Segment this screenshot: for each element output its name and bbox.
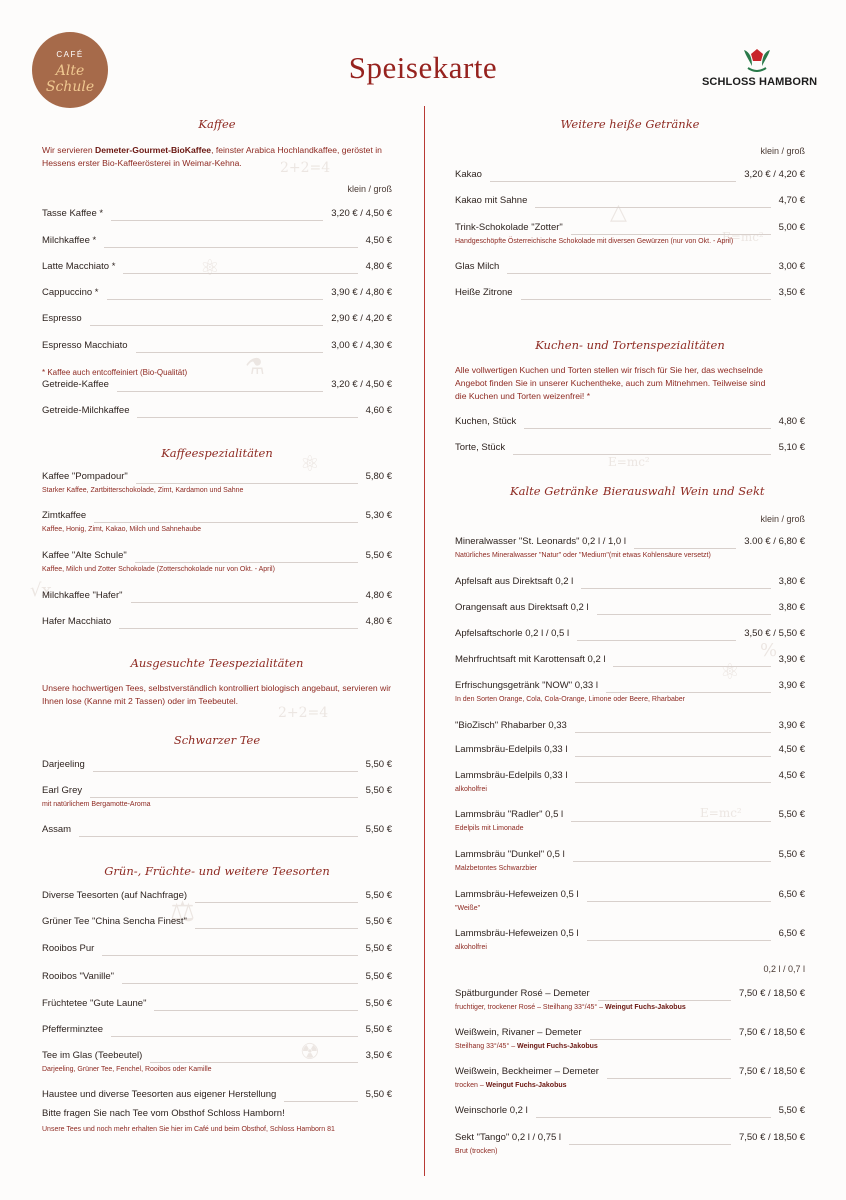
doodle-formula: ☢ [300, 1040, 320, 1065]
item-name: Zimtkaffee [42, 510, 87, 521]
leader-line [634, 548, 736, 549]
obsthof-note-small: Unsere Tees und noch mehr erhalten Sie hier im Café und beim Obsthof, Schloss Hamborn 81 [42, 1126, 335, 1133]
item-price: 4,60 € [365, 405, 392, 416]
item-description: Handgeschöpfte Österreichische Schokolade mit diversen Gewürzen (nur von Okt. - April) [455, 238, 734, 245]
leader-line [571, 234, 771, 235]
item-price: 5,50 € [365, 1024, 392, 1035]
item-price: 5,50 € [365, 759, 392, 770]
item-name: Cappuccino * [42, 287, 99, 298]
leader-line [107, 299, 323, 300]
item-name: Getreide-Kaffee [42, 379, 109, 390]
item-price: 3,00 € / 4,30 € [331, 340, 392, 351]
section-title-schwarzer-tee: Schwarzer Tee [173, 733, 261, 747]
item-price: 5,30 € [365, 510, 392, 521]
item-name: Lammsbräu-Hefeweizen 0,5 l [455, 889, 579, 900]
doodle-formula: ⚖ [170, 895, 196, 928]
leader-line [590, 1039, 731, 1040]
item-price: 4,80 € [365, 616, 392, 627]
item-name: Erfrischungsgetränk "NOW" 0,33 l [455, 680, 598, 691]
menu-item-row [42, 616, 392, 630]
item-name: Earl Grey [42, 785, 83, 796]
doodle-formula: 2+2=4 [280, 160, 331, 176]
item-description: Edelpils mit Limonade [455, 825, 524, 832]
menu-item-row [455, 1132, 805, 1155]
menu-item-row [42, 943, 392, 957]
section-title-kaffee: Kaffee [198, 117, 236, 131]
item-name: Pfefferminztee [42, 1024, 104, 1035]
item-price: 5,50 € [365, 1089, 392, 1100]
menu-item-row [455, 988, 805, 1011]
doodle-formula: √x [30, 580, 52, 601]
item-price: 3,50 € / 5,50 € [744, 628, 805, 639]
item-price: 4,80 € [778, 416, 805, 427]
leader-line [90, 797, 358, 798]
item-price: 3,90 € [778, 654, 805, 665]
item-name: Torte, Stück [455, 442, 506, 453]
item-price: 4,80 € [365, 590, 392, 601]
menu-item-row [42, 998, 392, 1012]
item-name: Darjeeling [42, 759, 85, 770]
item-description: Brut (trocken) [455, 1148, 498, 1155]
menu-item-row [455, 536, 805, 559]
leader-line [521, 299, 771, 300]
doodle-formula: 2+2=4 [278, 705, 329, 721]
leader-line [587, 901, 771, 902]
leader-line [587, 940, 771, 941]
leader-line [577, 640, 736, 641]
leader-line [131, 602, 358, 603]
item-price: 3,00 € [778, 261, 805, 272]
leader-line [575, 756, 771, 757]
menu-item-row [42, 208, 392, 222]
item-name: Getreide-Milchkaffee [42, 405, 130, 416]
item-description: Kaffee, Milch und Zotter Schokolade (Zotterschokolade nur von Okt. - April) [42, 566, 275, 573]
item-description: "Weiße" [455, 905, 481, 912]
menu-item-row [42, 971, 392, 985]
item-name: Mehrfruchtsaft mit Karottensaft 0,2 l [455, 654, 606, 665]
leader-line [195, 928, 358, 929]
item-description: Darjeeling, Grüner Tee, Fenchel, Rooibos oder Kamille [42, 1066, 212, 1073]
item-name: Apfelsaft aus Direktsaft 0,2 l [455, 576, 574, 587]
leader-line [111, 220, 323, 221]
leader-line [573, 861, 771, 862]
item-price: 3,20 € / 4,50 € [331, 379, 392, 390]
item-price: 5,80 € [365, 471, 392, 482]
leader-line [94, 522, 358, 523]
item-price: 4,80 € [365, 261, 392, 272]
size-header: klein / groß [760, 146, 805, 156]
item-name: Espresso [42, 313, 82, 324]
logo-name-text: Alte Schule [45, 63, 95, 95]
page-title: Speisekarte [348, 50, 498, 85]
brand-mark-icon [740, 46, 774, 72]
section-title-bierauswahl: Bierauswahl [603, 484, 676, 498]
menu-item-row [42, 759, 392, 773]
item-name: Espresso Macchiato [42, 340, 128, 351]
item-price: 5,50 € [365, 916, 392, 927]
item-name: Kakao [455, 169, 482, 180]
column-divider [424, 106, 425, 1176]
leader-line [535, 207, 771, 208]
item-name: Kuchen, Stück [455, 416, 517, 427]
section-title-wein-sekt: Wein und Sekt [680, 484, 765, 498]
section-title-kalte-getraenke: Kalte Getränke [510, 484, 599, 498]
item-name: Mineralwasser "St. Leonards" 0,2 l / 1,0 l [455, 536, 626, 547]
item-name: Tee im Glas (Teebeutel) [42, 1050, 143, 1061]
item-name: Milchkaffee "Hafer" [42, 590, 123, 601]
menu-item-row [455, 576, 805, 590]
item-price: 6,50 € [778, 928, 805, 939]
item-price: 3,80 € [778, 602, 805, 613]
item-price: 5,50 € [365, 785, 392, 796]
leader-line [598, 1000, 731, 1001]
menu-item-row [42, 1050, 392, 1073]
doodle-formula: E=mc² [722, 230, 764, 244]
item-price: 5,50 € [365, 943, 392, 954]
item-name: Lammsbräu-Edelpils 0,33 l [455, 744, 568, 755]
doodle-formula: ⚛ [200, 256, 220, 281]
item-name: Rooibos Pur [42, 943, 95, 954]
item-name: Apfelsaftschorle 0,2 l / 0,5 l [455, 628, 570, 639]
obsthof-note: Bitte fragen Sie nach Tee vom Obsthof Schloss Hamborn! [42, 1108, 285, 1119]
item-name: Weißwein, Rivaner – Demeter [455, 1027, 582, 1038]
doodle-formula: ⚛ [720, 660, 740, 685]
leader-line [104, 247, 358, 248]
menu-item-row [455, 1066, 805, 1089]
item-description: Malzbetontes Schwarzbier [455, 865, 538, 872]
item-description: mit natürlichem Bergamotte-Aroma [42, 801, 151, 808]
item-price: 3,20 € / 4,50 € [331, 208, 392, 219]
menu-item-row [42, 550, 392, 573]
menu-item-row [42, 785, 392, 808]
item-name: Tasse Kaffee * [42, 208, 104, 219]
menu-item-row [455, 849, 805, 872]
menu-item-row [42, 235, 392, 249]
menu-item-row [42, 916, 392, 930]
item-name: Weißwein, Beckheimer – Demeter [455, 1066, 599, 1077]
menu-item-row [42, 261, 392, 275]
item-price: 5,50 € [365, 890, 392, 901]
leader-line [119, 628, 358, 629]
menu-item-row [455, 261, 805, 275]
leader-line [195, 902, 358, 903]
item-price: 4,50 € [778, 770, 805, 781]
item-name: Latte Macchiato * [42, 261, 116, 272]
item-name: Orangensaft aus Direktsaft 0,2 l [455, 602, 589, 613]
menu-item-row [455, 889, 805, 912]
item-name: Lammsbräu-Hefeweizen 0,5 l [455, 928, 579, 939]
item-name: Haustee und diverse Teesorten aus eigener Herstellung [42, 1089, 277, 1100]
item-price: 3,80 € [778, 576, 805, 587]
item-description: Starker Kaffee, Zartbitterschokolade, Zimt, Kardamon und Sahne [42, 487, 244, 494]
menu-item-row [455, 602, 805, 616]
menu-item-row [42, 824, 392, 838]
item-name: Trink-Schokolade "Zotter" [455, 222, 563, 233]
item-price: 4,70 € [778, 195, 805, 206]
item-name: Assam [42, 824, 72, 835]
menu-item-row [42, 340, 392, 354]
leader-line [150, 1062, 358, 1063]
leader-line [122, 983, 358, 984]
leader-line [137, 417, 358, 418]
item-price: 5,10 € [778, 442, 805, 453]
menu-item-row [42, 1089, 392, 1103]
section-title-teespezialitaeten: Ausgesuchte Teespezialitäten [130, 656, 304, 670]
menu-item-row [455, 770, 805, 793]
item-name: Diverse Teesorten (auf Nachfrage) [42, 890, 188, 901]
leader-line [123, 273, 358, 274]
item-price: 7,50 € / 18,50 € [738, 1027, 805, 1038]
item-price: 3,90 € [778, 680, 805, 691]
cafe-logo [32, 32, 108, 108]
size-header: klein / groß [760, 514, 805, 524]
item-name: Kakao mit Sahne [455, 195, 528, 206]
doodle-formula: E=mc² [700, 806, 742, 820]
item-price: 7,50 € / 18,50 € [738, 1132, 805, 1143]
menu-item-row [455, 654, 805, 668]
menu-item-row [455, 442, 805, 456]
leader-line [581, 588, 771, 589]
item-name: Milchkaffee * [42, 235, 97, 246]
item-price: 4,50 € [365, 235, 392, 246]
item-price: 5,50 € [778, 849, 805, 860]
item-name: Rooibos "Vanille" [42, 971, 115, 982]
item-price: 3,90 € / 4,80 € [331, 287, 392, 298]
menu-item-row [42, 1024, 392, 1038]
leader-line [575, 732, 771, 733]
section-title-kaffeespezialitaeten: Kaffeespezialitäten [161, 446, 273, 460]
item-name: Kaffee "Pompadour" [42, 471, 128, 482]
menu-item-row [455, 416, 805, 430]
menu-item-row [42, 890, 392, 904]
leader-line [102, 955, 358, 956]
item-price: 3.00 € / 6,80 € [744, 536, 805, 547]
item-description: alkoholfrei [455, 786, 487, 793]
leader-line [136, 483, 358, 484]
item-name: Glas Milch [455, 261, 500, 272]
leader-line [607, 1078, 731, 1079]
item-price: 2,90 € / 4,20 € [331, 313, 392, 324]
item-name: Weinschorle 0,2 l [455, 1105, 528, 1116]
item-price: 5,50 € [365, 550, 392, 561]
item-price: 5,50 € [778, 809, 805, 820]
item-description: trocken – Weingut Fuchs-Jakobus [455, 1082, 567, 1089]
menu-item-row [455, 680, 805, 703]
item-price: 5,50 € [365, 998, 392, 1009]
item-price: 3,50 € [778, 287, 805, 298]
item-name: Heiße Zitrone [455, 287, 513, 298]
menu-item-row [455, 809, 805, 832]
item-description: alkoholfrei [455, 944, 487, 951]
item-description: fruchtiger, trockener Rosé – Steilhang 33°/45° – Weingut Fuchs-Jakobus [455, 1004, 686, 1011]
item-name: Grüner Tee "China Sencha Finest" [42, 916, 187, 927]
leader-line [284, 1101, 358, 1102]
leader-line [90, 325, 323, 326]
leader-line [524, 428, 771, 429]
menu-item-row [455, 1105, 805, 1119]
item-price: 3,50 € [365, 1050, 392, 1061]
item-name: Hafer Macchiato [42, 616, 112, 627]
tee-intro: Unsere hochwertigen Tees, selbstverständlich kontrolliert biologisch angebaut, servieren wir Ihnen lose (Kanne mit 2 Tassen) oder im Teebeutel. [42, 683, 392, 706]
menu-item-row [455, 169, 805, 183]
doodle-formula: △ [610, 200, 627, 225]
leader-line [79, 836, 358, 837]
section-title-kuchen: Kuchen- und Tortenspezialitäten [535, 338, 725, 352]
leader-line [136, 352, 323, 353]
menu-item-row [42, 510, 392, 533]
menu-item-row [42, 590, 392, 604]
menu-item-row [42, 313, 392, 327]
leader-line [513, 454, 771, 455]
kuchen-intro: Alle vollwertigen Kuchen und Torten stellen wir frisch für Sie her, das wechselnde Angebot finden Sie in unserer Kuchentheke, auch zum Mitnehmen. Teilweise sind die Kuchen und Torten weizenfrei! * [455, 365, 766, 401]
item-price: 5,50 € [365, 824, 392, 835]
item-name: "BioZisch" Rhabarber 0,33 [455, 720, 567, 731]
item-name: Kaffee "Alte Schule" [42, 550, 127, 561]
menu-item-row [455, 195, 805, 209]
item-name: Sekt "Tango" 0,2 l / 0,75 l [455, 1132, 562, 1143]
item-name: Spätburgunder Rosé – Demeter [455, 988, 590, 999]
leader-line [117, 391, 323, 392]
item-price: 3,90 € [778, 720, 805, 731]
menu-item-row [455, 628, 805, 642]
item-name: Lammsbräu "Dunkel" 0,5 l [455, 849, 565, 860]
doodle-formula: ⚛ [300, 452, 320, 477]
item-price: 7,50 € / 18,50 € [738, 988, 805, 999]
menu-item-row [455, 287, 805, 301]
menu-item-row [455, 744, 805, 758]
leader-line [154, 1010, 358, 1011]
doodle-formula: ⚗ [245, 355, 265, 380]
decaf-note: * Kaffee auch entcoffeiniert (Bio-Qualität) [42, 368, 188, 377]
schloss-hamborn-logo [700, 46, 820, 92]
menu-item-row [42, 471, 392, 494]
item-name: Lammsbräu-Edelpils 0,33 l [455, 770, 568, 781]
leader-line [606, 692, 771, 693]
section-title-weitere-tees: Grün-, Früchte- und weitere Teesorten [104, 864, 330, 878]
menu-item-row [455, 1027, 805, 1050]
kaffee-intro: Wir servieren Demeter-Gourmet-BioKaffee, feinster Arabica Hochlandkaffee, geröstet in Hessens erster Bio-Kaffeerösterei in Weimar-Kehna. [42, 145, 382, 168]
item-price: 5,50 € [778, 1105, 805, 1116]
leader-line [569, 1144, 731, 1145]
menu-item-row [455, 720, 805, 734]
brand-wordmark: SCHLOSS HAMBORN [702, 76, 818, 88]
item-price: 5,50 € [365, 971, 392, 982]
item-price: 6,50 € [778, 889, 805, 900]
item-name: Früchtetee "Gute Laune" [42, 998, 147, 1009]
leader-line [571, 821, 771, 822]
size-header-wine: 0,2 l / 0,7 l [763, 964, 805, 974]
leader-line [111, 1036, 358, 1037]
menu-item-row [42, 287, 392, 301]
size-header: klein / groß [347, 184, 392, 194]
item-price: 7,50 € / 18,50 € [738, 1066, 805, 1077]
item-description: Steilhang 33°/45° – Weingut Fuchs-Jakobus [455, 1043, 598, 1050]
item-description: In den Sorten Orange, Cola, Cola-Orange, Limone oder Beere, Rharbaber [455, 696, 685, 703]
item-description: Natürliches Mineralwasser "Natur" oder "Medium"(mit etwas Kohlensäure versetzt) [455, 552, 711, 559]
leader-line [135, 562, 358, 563]
item-price: 4,50 € [778, 744, 805, 755]
leader-line [507, 273, 771, 274]
leader-line [613, 666, 771, 667]
leader-line [536, 1117, 771, 1118]
item-name: Lammsbräu "Radler" 0,5 l [455, 809, 564, 820]
leader-line [597, 614, 771, 615]
item-description: Kaffee, Honig, Zimt, Kakao, Milch und Sahnehaube [42, 526, 202, 533]
menu-item-row [455, 928, 805, 951]
doodle-formula: % [760, 640, 778, 661]
item-price: 5,00 € [778, 222, 805, 233]
menu-item-row [42, 379, 392, 393]
leader-line [490, 181, 736, 182]
item-price: 3,20 € / 4,20 € [744, 169, 805, 180]
logo-cafe-text: CAFÉ [56, 50, 84, 59]
leader-line [575, 782, 771, 783]
doodle-formula: E=mc² [608, 455, 650, 469]
menu-item-row [42, 405, 392, 419]
section-title-heisse-getraenke: Weitere heiße Getränke [560, 117, 700, 131]
leader-line [93, 771, 358, 772]
